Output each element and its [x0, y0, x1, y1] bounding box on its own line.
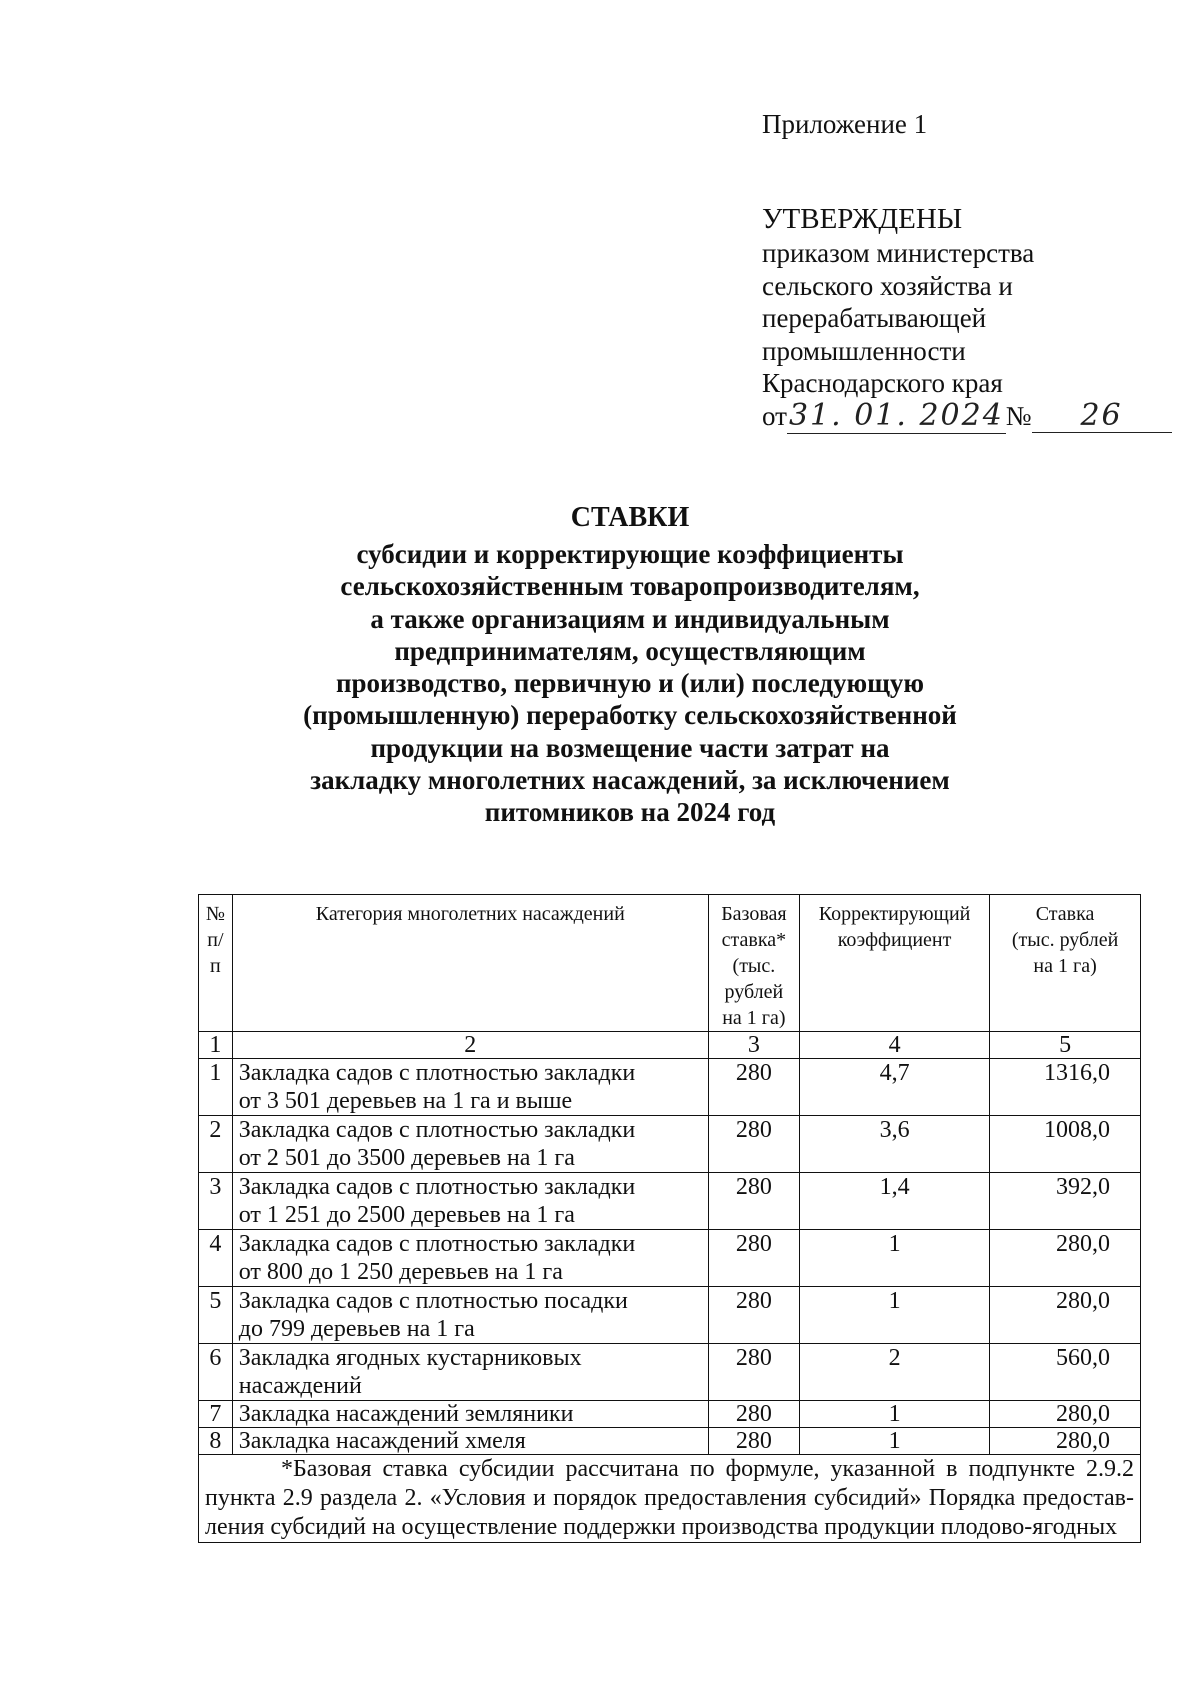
category-line: Закладка насаждений земляники [238, 1401, 574, 1427]
row-number: 6 [199, 1344, 233, 1401]
header-base-line: (тыс. [732, 955, 776, 977]
table-row [199, 1401, 1141, 1428]
row-coefficient: 3,6 [799, 1116, 989, 1173]
category-line: Закладка садов с плотностью закладки [238, 1117, 636, 1143]
column-index: 5 [990, 1032, 1141, 1059]
row-coefficient: 1 [799, 1230, 989, 1287]
row-number: 4 [199, 1230, 233, 1287]
approval-line: промышленности [762, 335, 966, 366]
date-number-row [762, 397, 1162, 440]
row-number: 1 [199, 1059, 233, 1116]
header-base-line: Базовая [721, 903, 787, 925]
date-prefix: от [762, 400, 787, 431]
row-rate: 392,0 [990, 1173, 1141, 1230]
row-coefficient: 1 [799, 1401, 989, 1428]
header-base-line: рублей [724, 981, 784, 1003]
row-rate: 1008,0 [990, 1116, 1141, 1173]
header-rate [990, 895, 1141, 1032]
row-base-rate: 280 [708, 1173, 799, 1230]
row-rate: 1316,0 [990, 1059, 1141, 1116]
row-base-rate: 280 [708, 1116, 799, 1173]
row-category [232, 1401, 708, 1428]
category-line: Закладка насаждений хмеля [238, 1428, 526, 1454]
header-rate-line: Ставка [1035, 903, 1095, 925]
title-line: субсидии и корректирующие коэффициенты [356, 539, 904, 569]
row-base-rate: 280 [708, 1401, 799, 1428]
row-rate: 280,0 [990, 1287, 1141, 1344]
row-base-rate: 280 [708, 1230, 799, 1287]
footnote-text: *Базовая ставка субсидии рассчитана по формуле, указанной в подпункте 2.9.2 пункта 2.9 раздела 2. «Условия и порядок предоставления субсидий» Порядка предостав-ления субсидий на осуществление поддержки производства продукции плодово-ягодных [199, 1455, 1141, 1543]
category-line: Закладка садов с плотностью закладки [238, 1174, 636, 1200]
approval-line: приказом министерства [762, 238, 1035, 268]
header-num-line: № [205, 903, 225, 925]
table-row [199, 1059, 1141, 1116]
category-line: Закладка садов с плотностью закладки [238, 1231, 636, 1257]
header-base-line: ставка* [721, 929, 787, 951]
header-category [232, 895, 708, 1032]
number-prefix: № [1005, 400, 1032, 431]
handwritten-date: 31. 01. 2024 [788, 397, 1004, 433]
category-line: от 2 501 до 3500 деревьев на 1 га [238, 1145, 575, 1171]
row-number: 7 [199, 1401, 233, 1428]
table-row [199, 1230, 1141, 1287]
row-category [232, 1230, 708, 1287]
category-line: Закладка садов с плотностью закладки [238, 1060, 636, 1086]
header-coef-line: Корректирующий [818, 903, 971, 925]
column-index-row [199, 1032, 1141, 1059]
row-category [232, 1344, 708, 1401]
table-row [199, 1428, 1141, 1455]
approved-heading: УТВЕРЖДЕНЫ [762, 202, 963, 235]
category-line: Закладка садов с плотностью посадки [238, 1288, 628, 1314]
category-line: до 799 деревьев на 1 га [238, 1316, 475, 1342]
row-rate: 280,0 [990, 1428, 1141, 1455]
row-base-rate: 280 [708, 1287, 799, 1344]
title-line: сельскохозяйственным товаропроизводителям, [340, 571, 920, 602]
header-num-line: п [210, 955, 221, 977]
table-row [199, 1287, 1141, 1344]
title-line: производство, первичную и (или) последующую [335, 668, 925, 699]
document-title [200, 498, 1060, 829]
row-coefficient: 2 [799, 1344, 989, 1401]
table-row [199, 1173, 1141, 1230]
row-rate: 560,0 [990, 1344, 1141, 1401]
approval-block [762, 108, 1162, 440]
title-line: питомников на 2024 год [484, 797, 776, 828]
title-line: закладку многолетних насаждений, за исключением [310, 765, 950, 796]
approval-line: Краснодарского края [762, 368, 1003, 398]
row-rate: 280,0 [990, 1401, 1141, 1428]
annex-label: Приложение 1 [762, 109, 928, 139]
column-index: 2 [232, 1032, 708, 1059]
header-num-line: п/ [207, 929, 224, 951]
category-line: от 1 251 до 2500 деревьев на 1 га [238, 1202, 575, 1228]
row-category [232, 1059, 708, 1116]
title-line: продукции на возмещение части затрат на [370, 732, 890, 763]
header-category-label: Категория многолетних насаждений [315, 903, 625, 925]
title-line: предпринимателям, осуществляющим [394, 635, 866, 666]
header-coefficient [799, 895, 989, 1032]
approval-line: сельского хозяйства и [762, 270, 1013, 301]
footnote-row [199, 1455, 1141, 1543]
column-index: 3 [708, 1032, 799, 1059]
row-coefficient: 4,7 [799, 1059, 989, 1116]
row-category [232, 1116, 708, 1173]
title-main: СТАВКИ [570, 502, 690, 533]
row-category [232, 1428, 708, 1455]
header-num [199, 895, 233, 1032]
row-base-rate: 280 [708, 1344, 799, 1401]
category-line: от 800 до 1 250 деревьев на 1 га [238, 1259, 563, 1285]
category-line: от 3 501 деревьев на 1 га и выше [238, 1088, 573, 1114]
row-coefficient: 1 [799, 1287, 989, 1344]
table-header-row [199, 895, 1141, 1032]
column-index: 1 [199, 1032, 233, 1059]
header-coef-line: коэффициент [837, 929, 952, 951]
row-number: 3 [199, 1173, 233, 1230]
row-number: 8 [199, 1428, 233, 1455]
handwritten-number: 26 [1032, 400, 1172, 434]
row-base-rate: 280 [708, 1428, 799, 1455]
category-line: насаждений [238, 1373, 362, 1399]
row-base-rate: 280 [708, 1059, 799, 1116]
header-rate-line: на 1 га) [1033, 955, 1097, 977]
row-number: 2 [199, 1116, 233, 1173]
row-category [232, 1173, 708, 1230]
row-category [232, 1287, 708, 1344]
table-row [199, 1344, 1141, 1401]
title-line: а также организациям и индивидуальным [370, 603, 890, 634]
row-coefficient: 1 [799, 1428, 989, 1455]
row-coefficient: 1,4 [799, 1173, 989, 1230]
approval-line: перерабатывающей [762, 303, 987, 333]
title-line: (промышленную) переработку сельскохозяйственной [303, 700, 957, 731]
column-index: 4 [799, 1032, 989, 1059]
header-rate-line: (тыс. рублей [1011, 929, 1119, 951]
row-rate: 280,0 [990, 1230, 1141, 1287]
header-base-rate [708, 895, 799, 1032]
table-row [199, 1116, 1141, 1173]
row-number: 5 [199, 1287, 233, 1344]
rates-table [198, 894, 1141, 1543]
header-base-line: на 1 га) [722, 1007, 786, 1029]
category-line: Закладка ягодных кустарниковых [238, 1345, 582, 1371]
